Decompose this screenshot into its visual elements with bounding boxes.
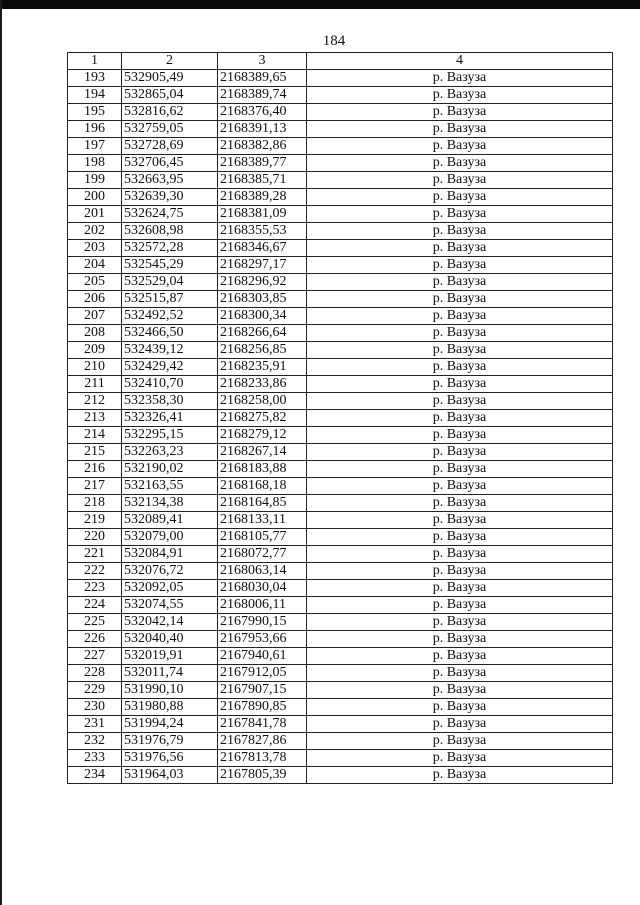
x-coordinate-cell: 532190,02 [122,461,218,478]
table-row [68,716,613,733]
table-row [68,682,613,699]
table-row [68,138,613,155]
y-coordinate-cell: 2168164,85 [218,495,307,512]
point-number-cell: 230 [68,699,122,716]
location-cell: р. Вазуза [307,104,613,121]
point-number-cell: 229 [68,682,122,699]
table-row [68,461,613,478]
y-coordinate-cell: 2167912,05 [218,665,307,682]
location-cell: р. Вазуза [307,767,613,784]
point-number-cell: 228 [68,665,122,682]
x-coordinate-cell: 532089,41 [122,512,218,529]
location-cell: р. Вазуза [307,546,613,563]
x-coordinate-cell: 532466,50 [122,325,218,342]
location-cell: р. Вазуза [307,631,613,648]
x-coordinate-cell: 532326,41 [122,410,218,427]
point-number-cell: 205 [68,274,122,291]
x-coordinate-cell: 532728,69 [122,138,218,155]
point-number-cell: 231 [68,716,122,733]
x-coordinate-cell: 532019,91 [122,648,218,665]
location-cell: р. Вазуза [307,70,613,87]
x-coordinate-cell: 532084,91 [122,546,218,563]
location-cell: р. Вазуза [307,376,613,393]
table-row [68,342,613,359]
table-row [68,529,613,546]
table-row [68,546,613,563]
table-header-row [68,53,613,70]
x-coordinate-cell: 532545,29 [122,257,218,274]
header-col-1: 1 [68,53,122,70]
location-cell: р. Вазуза [307,87,613,104]
location-cell: р. Вазуза [307,206,613,223]
point-number-cell: 195 [68,104,122,121]
table-row [68,87,613,104]
table-row [68,121,613,138]
point-number-cell: 210 [68,359,122,376]
header-col-4: 4 [307,53,613,70]
point-number-cell: 203 [68,240,122,257]
y-coordinate-cell: 2168355,53 [218,223,307,240]
y-coordinate-cell: 2168235,91 [218,359,307,376]
table-row [68,155,613,172]
point-number-cell: 216 [68,461,122,478]
y-coordinate-cell: 2167827,86 [218,733,307,750]
point-number-cell: 215 [68,444,122,461]
x-coordinate-cell: 531990,10 [122,682,218,699]
y-coordinate-cell: 2168389,77 [218,155,307,172]
point-number-cell: 218 [68,495,122,512]
x-coordinate-cell: 532515,87 [122,291,218,308]
location-cell: р. Вазуза [307,393,613,410]
x-coordinate-cell: 531964,03 [122,767,218,784]
y-coordinate-cell: 2168063,14 [218,563,307,580]
y-coordinate-cell: 2168382,86 [218,138,307,155]
table-row [68,614,613,631]
y-coordinate-cell: 2168346,67 [218,240,307,257]
location-cell: р. Вазуза [307,274,613,291]
x-coordinate-cell: 532492,52 [122,308,218,325]
y-coordinate-cell: 2168258,00 [218,393,307,410]
y-coordinate-cell: 2167990,15 [218,614,307,631]
table-row [68,274,613,291]
point-number-cell: 214 [68,427,122,444]
location-cell: р. Вазуза [307,716,613,733]
x-coordinate-cell: 532905,49 [122,70,218,87]
x-coordinate-cell: 532663,95 [122,172,218,189]
y-coordinate-cell: 2168391,13 [218,121,307,138]
table-row [68,206,613,223]
table-row [68,325,613,342]
point-number-cell: 207 [68,308,122,325]
location-cell: р. Вазуза [307,614,613,631]
point-number-cell: 211 [68,376,122,393]
y-coordinate-cell: 2167940,61 [218,648,307,665]
point-number-cell: 193 [68,70,122,87]
location-cell: р. Вазуза [307,359,613,376]
point-number-cell: 220 [68,529,122,546]
y-coordinate-cell: 2168303,85 [218,291,307,308]
table-row [68,359,613,376]
location-cell: р. Вазуза [307,665,613,682]
point-number-cell: 227 [68,648,122,665]
y-coordinate-cell: 2168376,40 [218,104,307,121]
location-cell: р. Вазуза [307,444,613,461]
y-coordinate-cell: 2168105,77 [218,529,307,546]
table-row [68,104,613,121]
point-number-cell: 200 [68,189,122,206]
point-number-cell: 197 [68,138,122,155]
point-number-cell: 198 [68,155,122,172]
x-coordinate-cell: 532076,72 [122,563,218,580]
x-coordinate-cell: 532429,42 [122,359,218,376]
table-row [68,223,613,240]
y-coordinate-cell: 2168300,34 [218,308,307,325]
y-coordinate-cell: 2167813,78 [218,750,307,767]
location-cell: р. Вазуза [307,172,613,189]
point-number-cell: 213 [68,410,122,427]
y-coordinate-cell: 2168072,77 [218,546,307,563]
table-row [68,665,613,682]
location-cell: р. Вазуза [307,240,613,257]
table-row [68,444,613,461]
point-number-cell: 219 [68,512,122,529]
location-cell: р. Вазуза [307,750,613,767]
location-cell: р. Вазуза [307,257,613,274]
table-row [68,410,613,427]
table-row [68,70,613,87]
y-coordinate-cell: 2168275,82 [218,410,307,427]
table-row [68,733,613,750]
point-number-cell: 208 [68,325,122,342]
y-coordinate-cell: 2168389,65 [218,70,307,87]
y-coordinate-cell: 2168385,71 [218,172,307,189]
table-row [68,291,613,308]
table-row [68,597,613,614]
location-cell: р. Вазуза [307,512,613,529]
x-coordinate-cell: 531994,24 [122,716,218,733]
y-coordinate-cell: 2168168,18 [218,478,307,495]
table-row [68,750,613,767]
y-coordinate-cell: 2167907,15 [218,682,307,699]
header-col-2: 2 [122,53,218,70]
location-cell: р. Вазуза [307,682,613,699]
x-coordinate-cell: 532439,12 [122,342,218,359]
table-row [68,563,613,580]
table-row [68,478,613,495]
location-cell: р. Вазуза [307,342,613,359]
location-cell: р. Вазуза [307,138,613,155]
x-coordinate-cell: 532074,55 [122,597,218,614]
x-coordinate-cell: 532163,55 [122,478,218,495]
location-cell: р. Вазуза [307,427,613,444]
x-coordinate-cell: 531980,88 [122,699,218,716]
location-cell: р. Вазуза [307,121,613,138]
location-cell: р. Вазуза [307,223,613,240]
location-cell: р. Вазуза [307,410,613,427]
table-row [68,376,613,393]
point-number-cell: 225 [68,614,122,631]
x-coordinate-cell: 532816,62 [122,104,218,121]
point-number-cell: 199 [68,172,122,189]
location-cell: р. Вазуза [307,495,613,512]
location-cell: р. Вазуза [307,733,613,750]
y-coordinate-cell: 2168381,09 [218,206,307,223]
point-number-cell: 201 [68,206,122,223]
point-number-cell: 226 [68,631,122,648]
x-coordinate-cell: 532042,14 [122,614,218,631]
point-number-cell: 223 [68,580,122,597]
point-number-cell: 217 [68,478,122,495]
table-row [68,580,613,597]
point-number-cell: 222 [68,563,122,580]
table-row [68,240,613,257]
x-coordinate-cell: 532759,05 [122,121,218,138]
point-number-cell: 194 [68,87,122,104]
x-coordinate-cell: 532608,98 [122,223,218,240]
table-row [68,427,613,444]
point-number-cell: 209 [68,342,122,359]
table-row [68,495,613,512]
location-cell: р. Вазуза [307,325,613,342]
x-coordinate-cell: 532639,30 [122,189,218,206]
x-coordinate-cell: 532079,00 [122,529,218,546]
point-number-cell: 206 [68,291,122,308]
point-number-cell: 232 [68,733,122,750]
x-coordinate-cell: 532040,40 [122,631,218,648]
location-cell: р. Вазуза [307,291,613,308]
y-coordinate-cell: 2168133,11 [218,512,307,529]
y-coordinate-cell: 2168296,92 [218,274,307,291]
y-coordinate-cell: 2168389,74 [218,87,307,104]
y-coordinate-cell: 2168266,64 [218,325,307,342]
x-coordinate-cell: 532134,38 [122,495,218,512]
table-row [68,631,613,648]
location-cell: р. Вазуза [307,529,613,546]
y-coordinate-cell: 2168279,12 [218,427,307,444]
location-cell: р. Вазуза [307,478,613,495]
table-row [68,699,613,716]
table-row [68,189,613,206]
location-cell: р. Вазуза [307,648,613,665]
x-coordinate-cell: 532011,74 [122,665,218,682]
table-row [68,257,613,274]
y-coordinate-cell: 2168006,11 [218,597,307,614]
scan-top-border [0,0,640,9]
point-number-cell: 202 [68,223,122,240]
x-coordinate-cell: 532295,15 [122,427,218,444]
y-coordinate-cell: 2168267,14 [218,444,307,461]
location-cell: р. Вазуза [307,563,613,580]
table-row [68,172,613,189]
location-cell: р. Вазуза [307,461,613,478]
y-coordinate-cell: 2167890,85 [218,699,307,716]
y-coordinate-cell: 2168297,17 [218,257,307,274]
point-number-cell: 234 [68,767,122,784]
location-cell: р. Вазуза [307,155,613,172]
location-cell: р. Вазуза [307,189,613,206]
x-coordinate-cell: 532624,75 [122,206,218,223]
y-coordinate-cell: 2167841,78 [218,716,307,733]
table-row [68,393,613,410]
point-number-cell: 212 [68,393,122,410]
y-coordinate-cell: 2168183,88 [218,461,307,478]
y-coordinate-cell: 2168233,86 [218,376,307,393]
point-number-cell: 221 [68,546,122,563]
y-coordinate-cell: 2167953,66 [218,631,307,648]
table-row [68,512,613,529]
table-row [68,767,613,784]
x-coordinate-cell: 532706,45 [122,155,218,172]
y-coordinate-cell: 2168030,04 [218,580,307,597]
point-number-cell: 233 [68,750,122,767]
x-coordinate-cell: 532865,04 [122,87,218,104]
location-cell: р. Вазуза [307,580,613,597]
location-cell: р. Вазуза [307,308,613,325]
y-coordinate-cell: 2167805,39 [218,767,307,784]
table-row [68,648,613,665]
x-coordinate-cell: 532529,04 [122,274,218,291]
point-number-cell: 224 [68,597,122,614]
table-row [68,308,613,325]
x-coordinate-cell: 532092,05 [122,580,218,597]
x-coordinate-cell: 532410,70 [122,376,218,393]
x-coordinate-cell: 532358,30 [122,393,218,410]
coordinates-table [67,52,613,784]
x-coordinate-cell: 531976,79 [122,733,218,750]
x-coordinate-cell: 531976,56 [122,750,218,767]
location-cell: р. Вазуза [307,597,613,614]
header-col-3: 3 [218,53,307,70]
y-coordinate-cell: 2168256,85 [218,342,307,359]
x-coordinate-cell: 532572,28 [122,240,218,257]
point-number-cell: 204 [68,257,122,274]
scan-left-border [0,0,2,905]
x-coordinate-cell: 532263,23 [122,444,218,461]
location-cell: р. Вазуза [307,699,613,716]
point-number-cell: 196 [68,121,122,138]
page-number: 184 [322,33,346,49]
y-coordinate-cell: 2168389,28 [218,189,307,206]
